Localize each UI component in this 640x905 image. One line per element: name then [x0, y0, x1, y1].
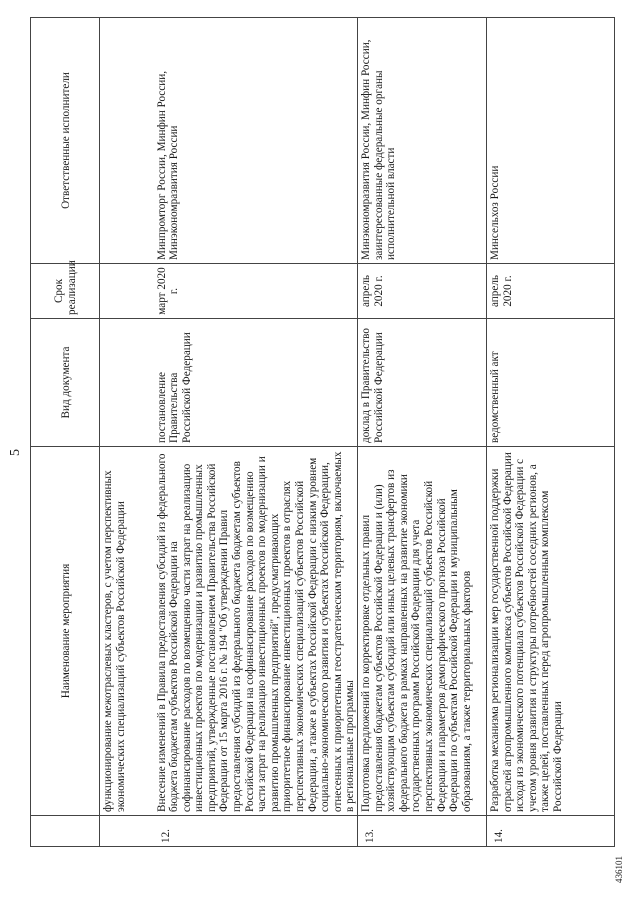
header-number [31, 816, 100, 847]
row-deadline: апрель 2020 г. [487, 264, 615, 319]
page-number: 5 [8, 449, 23, 456]
row-doc-type: ведомственный акт [487, 319, 615, 447]
row-deadline [100, 264, 154, 319]
row-name: функционирование межотраслевых кластеров, с учетом перспективных экономических специализаций субъектов Российской Федерации [100, 447, 154, 816]
table-header-row [31, 18, 100, 847]
row-doc-type: постановление Правительства Российской Федерации [154, 319, 358, 447]
table-row [487, 18, 615, 847]
row-deadline: апрель 2020 г. [358, 264, 487, 319]
table-row [154, 18, 358, 847]
row-doc-type [100, 319, 154, 447]
header-name: Наименование мероприятия [31, 447, 100, 816]
row-responsible [100, 18, 154, 264]
row-name: Подготовка предложений по корректировке отдельных правил предоставления бюджетам субъектов Российской Федерации и (или) хозяйствующим субъектам субсидий или иных целевых трансфертов из федерального бюджета в рамках направленных на развитие экономики государственных программ Российской Федерации для учета перспективных экономических специализаций субъектов Российской Федерации и параметров демографического прогноза Российской Федерации по субъектам Российской Федерации и муниципальным образованиям, а также территориальных факторов [358, 447, 487, 816]
table-row [358, 18, 487, 847]
row-doc-type: доклад в Правительство Российской Федерации [358, 319, 487, 447]
row-name: Разработка механизма регионализации мер государственной поддержки отраслей агропромышленного комплекса субъектов Российской Федерации исходя из экономического потенциала субъектов Российской Федерации с учетом уровня развития и структуры потребностей соседних регионов, а также целей, поставленных перед агропромышленным комплексом Российской Федерации [487, 447, 615, 816]
row-responsible: Минэкономразвития России, Минфин России, заинтересованные федеральные органы исполнительной власти [358, 18, 487, 264]
table-row [100, 18, 154, 847]
measures-table [30, 17, 615, 847]
header-deadline: Срок реализации [31, 264, 100, 319]
document-id: 436101 [614, 856, 624, 883]
row-deadline: март 2020 г. [154, 264, 358, 319]
row-number [100, 816, 154, 847]
row-number: 12. [154, 816, 358, 847]
header-responsible: Ответственные исполнители [31, 18, 100, 264]
row-responsible: Минпромторг России, Минфин России, Минэкономразвития России [154, 18, 358, 264]
row-responsible: Минсельхоз России [487, 18, 615, 264]
row-number: 14. [487, 816, 615, 847]
row-name: Внесение изменений в Правила предоставления субсидий из федерального бюджета бюджетам субъектов Российской Федерации на софинансирование расходов по возмещению части затрат на реализацию инвестиционных проектов по модернизации и развитию промышленных предприятий, утвержденные постановлением Правительства Российской Федерации от 15 марта 2016 г. № 194 "Об утверждении Правил предоставления субсидий из федерального бюджета бюджетам субъектов Российской Федерации на софинансирование расходов по возмещению части затрат на реализацию инвестиционных проектов по модернизации и развитию промышленных предприятий", предусматривающих приоритетное финансирование инвестиционных проектов в отраслях перспективных экономических специализаций субъектов Российской Федерации, а также в субъектах Российской Федерации с низким уровнем социально-экономического развития и субъектах Российской Федерации, отнесенных к приоритетным геостратегическим территориям, включаемых в региональные программы [154, 447, 358, 816]
header-doc-type: Вид документа [31, 319, 100, 447]
row-number: 13. [358, 816, 487, 847]
